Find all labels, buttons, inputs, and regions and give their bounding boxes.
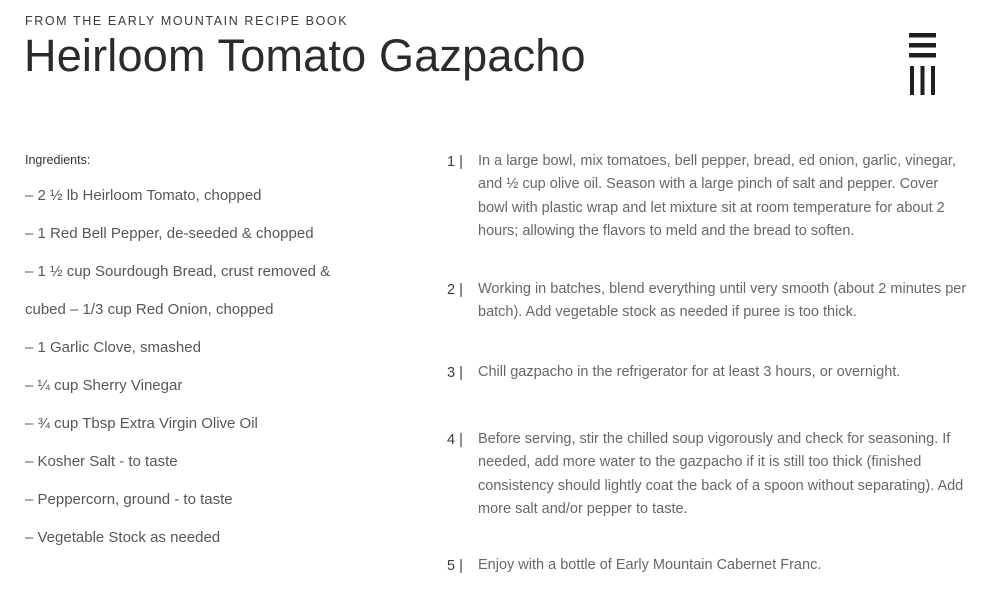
- recipe-book-eyebrow: FROM THE EARLY MOUNTAIN RECIPE BOOK: [25, 14, 349, 28]
- ingredient-item: – ¼ cup Sherry Vinegar: [25, 377, 183, 394]
- ingredient-item: – 1 Garlic Clove, smashed: [25, 339, 201, 356]
- ingredient-item: – 1 ½ cup Sourdough Bread, crust removed &: [25, 263, 331, 280]
- step-text: Working in batches, blend everything until very smooth (about 2 minutes per batch). Add vegetable stock as needed if puree is too thick.: [478, 281, 967, 321]
- ingredient-item: cubed – 1/3 cup Red Onion, chopped: [25, 301, 274, 318]
- ingredients-section: [25, 150, 385, 546]
- ingredients-heading: Ingredients:: [25, 153, 91, 167]
- ingredient-item: – Kosher Salt - to taste: [25, 453, 178, 470]
- step-number: 2 |: [447, 282, 463, 298]
- step-text: Chill gazpacho in the refrigerator for at least 3 hours, or overnight.: [478, 364, 901, 380]
- step-text: Enjoy with a bottle of Early Mountain Cabernet Franc.: [478, 557, 822, 573]
- early-mountain-logo-icon: [908, 32, 938, 96]
- ingredient-item: – ¾ cup Tbsp Extra Virgin Olive Oil: [25, 415, 258, 432]
- page-title: Heirloom Tomato Gazpacho: [24, 30, 586, 81]
- step-number: 1 |: [447, 154, 463, 170]
- ingredient-item: – Vegetable Stock as needed: [25, 529, 221, 546]
- ingredient-item: – 1 Red Bell Pepper, de-seeded & chopped: [25, 225, 314, 242]
- ingredient-item: – Peppercorn, ground - to taste: [25, 491, 233, 508]
- step-text: In a large bowl, mix tomatoes, bell pepper, bread, ed onion, garlic, vinegar, and ½ cup olive oil. Season with a large pinch of salt and pepper. Cover bowl with plastic wrap and let mixture sit at room temperature for about 2 hours; allowing the flavors to meld and the bread to soften.: [478, 153, 956, 239]
- ingredient-item: – 2 ½ lb Heirloom Tomato, chopped: [25, 187, 262, 204]
- step-number: 5 |: [447, 558, 463, 574]
- step-number: 3 |: [447, 365, 463, 381]
- step-text: Before serving, stir the chilled soup vigorously and check for seasoning. If needed, add more water to the gazpacho if it is still too thick (finished consistency should lightly coat the back of a spoon without separating). Add more salt and/or pepper to taste.: [478, 431, 964, 517]
- step-number: 4 |: [447, 432, 463, 448]
